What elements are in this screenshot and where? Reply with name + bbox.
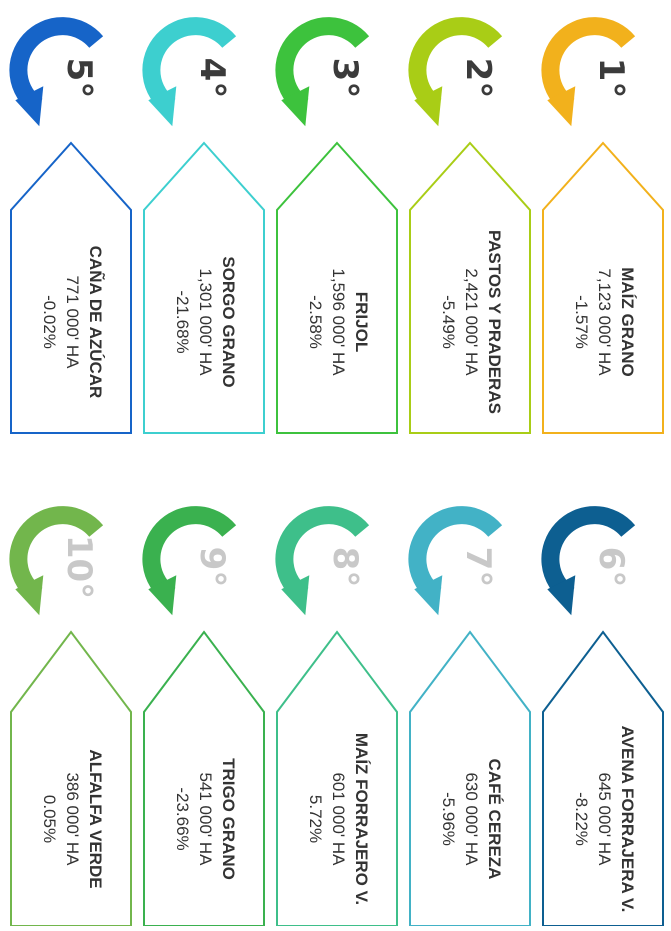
item-2-rank-label: 2° [458,57,498,99]
item-8-crop-name: MAÍZ FORRAJERO V. [352,732,371,906]
item-1-card-text [567,222,639,422]
item-5-rank-label: 5° [59,57,99,99]
item-5-area-value: 771 000' HA [63,274,82,369]
item-2-crop-name: PASTOS Y PRADERAS [485,229,504,414]
item-9-area-value: 541 000' HA [196,772,215,866]
item-10-change-value: 0.05% [40,794,59,844]
item-6-crop-name: AVENA FORRAJERA V. [618,725,637,913]
item-3-rank-label: 3° [325,57,365,99]
item-9-change-value: -23.66% [173,787,192,851]
item-3-crop-name: FRIJOL [352,291,371,352]
item-4-change-value: -21.68% [173,289,192,354]
item-7-rank-label: 7° [458,546,498,588]
item-10-rank-label: 10° [59,534,99,600]
item-8-rank-label: 8° [325,546,365,588]
item-9-card-text [168,719,240,919]
item-1-crop-name: MAÍZ GRANO [618,266,637,377]
item-7-crop-name: CAFÉ CEREZA [485,758,504,880]
item-4-crop-name: SORGO GRANO [219,255,238,388]
item-5-change-value: -0.02% [40,294,59,349]
item-4-card-text [168,222,240,422]
item-6-area-value: 645 000' HA [595,772,614,866]
item-2-card-text [434,222,506,422]
item-6-change-value: -8.22% [572,792,591,846]
item-8-area-value: 601 000' HA [329,772,348,866]
item-1-area-value: 7,123 000' HA [595,267,614,376]
item-4-rank-label: 4° [192,57,232,99]
item-2-change-value: -5.49% [439,294,458,349]
item-3-area-value: 1,596 000' HA [329,267,348,376]
item-2-area-value: 2,421 000' HA [462,267,481,376]
item-3-card-text [301,222,373,422]
item-10-card-text [35,719,107,919]
item-9-rank-label: 9° [192,546,232,588]
item-4-area-value: 1,301 000' HA [196,267,215,376]
item-7-area-value: 630 000' HA [462,772,481,866]
item-8-change-value: 5.72% [306,794,325,844]
item-8-card-text [301,719,373,919]
item-6-card-text [567,719,639,919]
item-6-rank-label: 6° [591,546,631,588]
item-5-card-text [35,222,107,422]
item-10-crop-name: ALFALFA VERDE [86,749,105,889]
item-9-crop-name: TRIGO GRANO [219,758,238,880]
item-7-change-value: -5.96% [439,792,458,846]
item-5-crop-name: CAÑA DE AZÚCAR [86,245,105,398]
item-1-rank-label: 1° [591,57,631,99]
item-1-change-value: -1.57% [572,294,591,349]
item-3-change-value: -2.58% [306,294,325,349]
item-7-card-text [434,719,506,919]
item-10-area-value: 386 000' HA [63,772,82,866]
